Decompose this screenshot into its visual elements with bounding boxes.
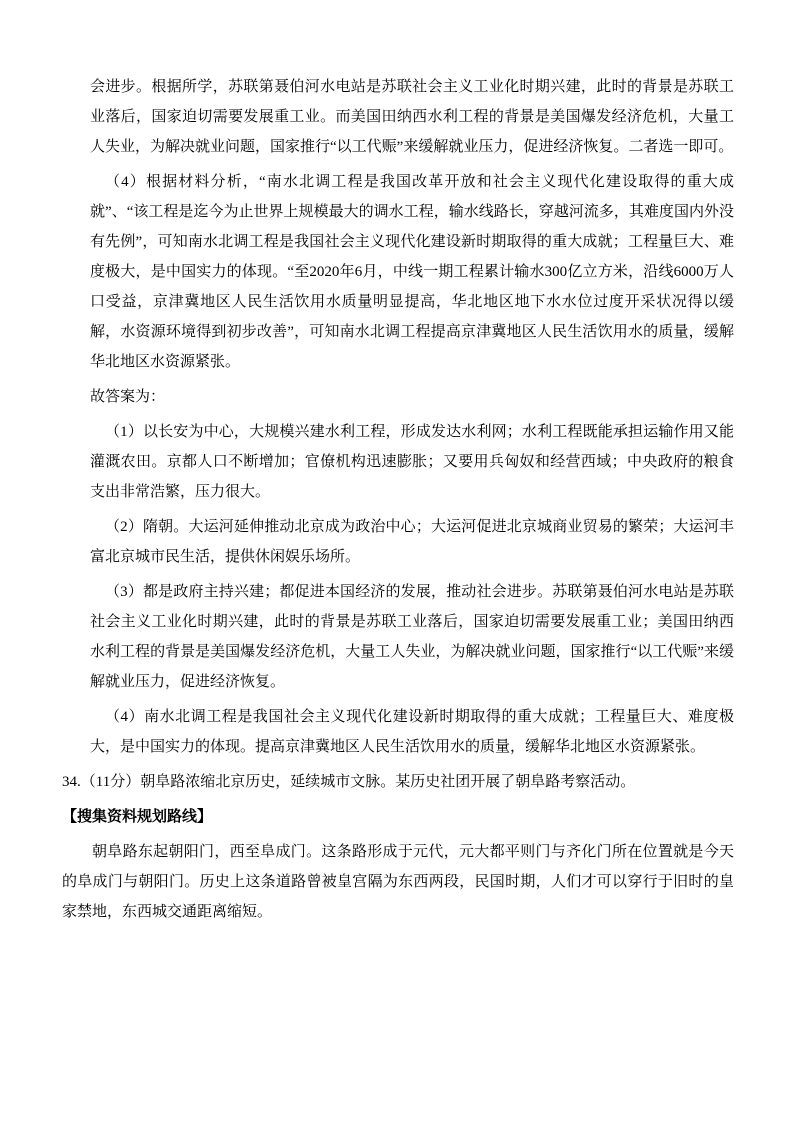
- paragraph-answer-continuation: 会进步。根据所学，苏联第聂伯河水电站是苏联社会主义工业化时期兴建，此时的背景是苏联工业落后，国家迫切需要发展重工业。而美国田纳西水利工程的背景是美国爆发经济危机，大量工人失业，为解决就业问题，国家推行“以工代赈”来缓解就业压力，促进经济恢复。二者选一即可。: [90, 79, 734, 155]
- answer-point-3: （3）都是政府主持兴建；都促进本国经济的发展，推动社会进步。苏联第聂伯河水电站是苏联社会主义工业化时期兴建，此时的背景是苏联工业落后，国家迫切需要发展重工业；美国田纳西水利工程的背景是美国爆发经济危机，大量工人失业，为解决就业问题，国家推行“以工代赈”来缓解就业压力，促进经济恢复。: [90, 584, 734, 690]
- answer-intro-label: 故答案为：: [90, 389, 166, 405]
- question-34-material-paragraph: 朝阜路东起朝阳门，西至阜成门。这条路形成于元代，元大都平则门与齐化门所在位置就是今天的阜成门与朝阳门。历史上这条道路曾被皇宫隔为东西两段，民国时期，人们才可以穿行于旧时的皇家禁地，东西城交通距离缩短。: [62, 844, 734, 920]
- answer-point-1: （1）以长安为中心，大规模兴建水利工程，形成发达水利网；水利工程既能承担运输作用又能灌溉农田。京都人口不断增加；官僚机构迅速膨胀；又要用兵匈奴和经营西域；中央政府的粮食支出非常浩繁，压力很大。: [90, 424, 734, 500]
- question-33-answer-block: [62, 72, 734, 762]
- paragraph-analysis-point-4: （4）根据材料分析，“南水北调工程是我国改革开放和社会主义现代化建设取得的重大成就”、“该工程是迄今为止世界上规模最大的调水工程，输水线路长，穿越河流多，其难度国内外没有先例”，可知南水北调工程是我国社会主义现代化建设新时期取得的重大成就；工程量巨大、难度极大，是中国实力的体现。“至2020年6月，中线一期工程累计输水300亿立方米，沿线6000万人口受益，京津冀地区人民生活饮用水质量明显提高，华北地区地下水水位过度开采状况得以缓解，水资源环境得到初步改善”，可知南水北调工程提高京津冀地区人民生活饮用水的质量，缓解华北地区水资源紧张。: [90, 174, 734, 370]
- question-34-section-heading: 【搜集资料规划路线】: [62, 809, 213, 825]
- answer-point-4: （4）南水北调工程是我国社会主义现代化建设新时期取得的重大成就；工程量巨大、难度极大，是中国实力的体现。提高京津冀地区人民生活饮用水的质量，缓解华北地区水资源紧张。: [90, 709, 734, 755]
- answer-point-2: （2）隋朝。大运河延伸推动北京成为政治中心；大运河促进北京城商业贸易的繁荣；大运河丰富北京城市民生活，提供休闲娱乐场所。: [90, 519, 734, 565]
- question-34-title: 34.（11分）朝阜路浓缩北京历史，延续城市文脉。某历史社团开展了朝阜路考察活动。: [62, 774, 636, 790]
